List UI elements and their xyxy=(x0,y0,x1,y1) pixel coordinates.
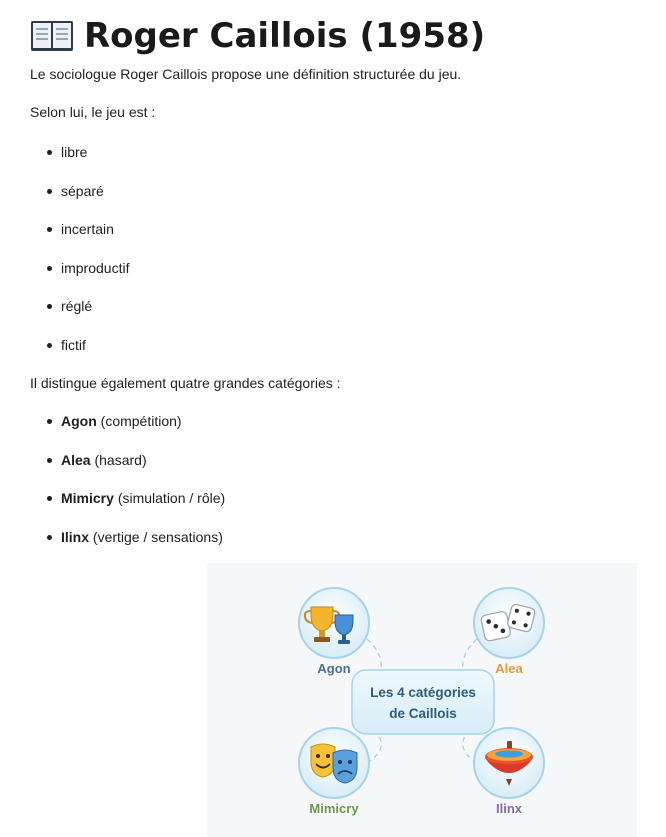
center-box xyxy=(352,670,494,734)
document xyxy=(30,0,650,545)
node-alea xyxy=(474,588,544,676)
properties-lead: Selon lui, le jeu est : xyxy=(30,104,156,120)
page-title xyxy=(30,14,650,58)
category-desc: (vertige / sensations) xyxy=(92,528,223,545)
list-item xyxy=(47,488,225,527)
category-name: Agon xyxy=(61,413,97,429)
categories-list xyxy=(47,411,225,565)
list-item: libre xyxy=(47,142,129,181)
list-item: séparé xyxy=(47,181,129,220)
list-item: réglé xyxy=(47,296,129,335)
category-name: Ilinx xyxy=(61,528,90,545)
node-mimicry xyxy=(299,728,369,816)
category-name: Mimicry xyxy=(61,490,114,507)
category-desc: (simulation / rôle) xyxy=(117,490,226,507)
node-label-ilinx: Ilinx xyxy=(495,801,523,816)
category-desc: (hasard) xyxy=(94,451,147,468)
node-ilinx xyxy=(474,728,544,816)
node-label-alea: Alea xyxy=(495,661,523,676)
node-agon xyxy=(299,588,369,676)
list-item xyxy=(47,450,225,489)
page-title-text: Roger Caillois (1958) xyxy=(84,16,486,56)
intro-paragraph: Le sociologue Roger Caillois propose une définition structurée du jeu. xyxy=(30,66,462,82)
list-item: improductif xyxy=(47,258,129,297)
list-item xyxy=(47,527,225,566)
node-label-mimicry: Mimicry xyxy=(309,801,359,816)
list-item xyxy=(47,411,225,450)
center-line-1: Les 4 catégories xyxy=(370,685,476,700)
list-item: incertain xyxy=(47,219,129,258)
caillois-diagram xyxy=(207,563,637,837)
node-label-agon: Agon xyxy=(317,661,351,676)
category-desc: (compétition) xyxy=(100,413,182,429)
categories-lead: Il distingue également quatre grandes catégories : xyxy=(30,375,341,391)
list-item: fictif xyxy=(47,335,129,374)
open-book-icon xyxy=(30,19,74,53)
properties-list xyxy=(47,142,129,374)
center-line-2: de Caillois xyxy=(389,706,457,721)
category-name: Alea xyxy=(61,451,91,468)
